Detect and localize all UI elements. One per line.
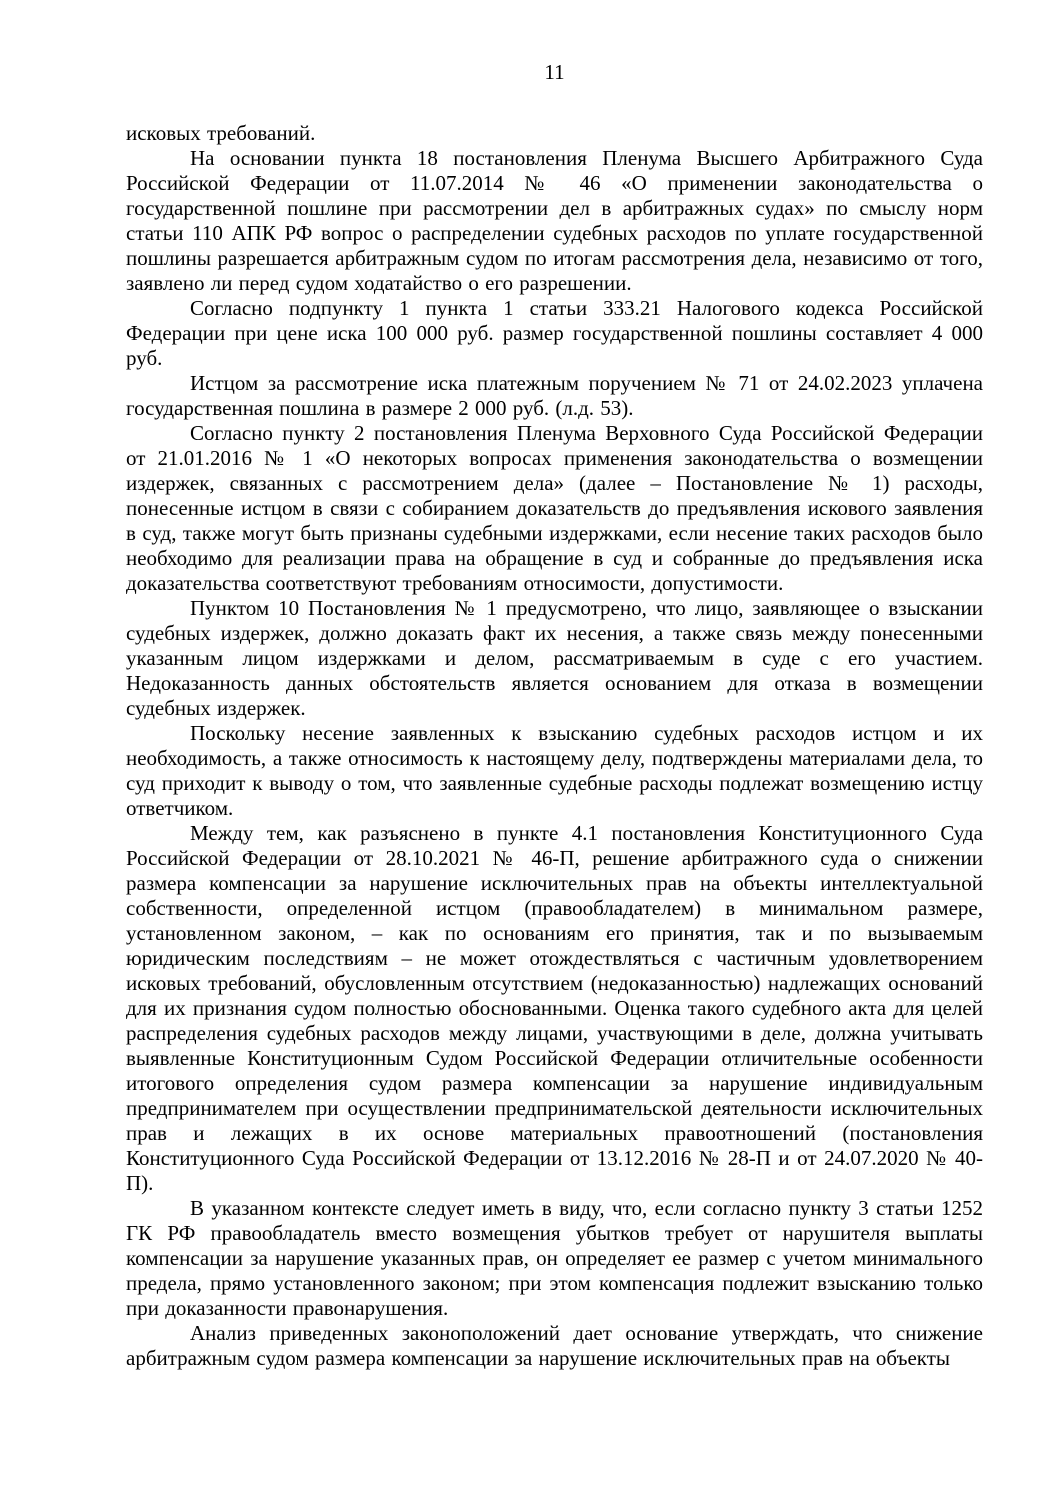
paragraph: Между тем, как разъяснено в пункте 4.1 постановления Конституционного Суда Российской Федерации от 28.10.2021 № 46-П, решение арбитражного суда о снижении размера компенсации за нарушение исключительных прав на объекты интеллектуальной собственности, определенной истцом (правообладателем) в минимальном размере, установленном законом, – как по основаниям его принятия, так и по вызываемым юридическим последствиям – не может отождествляться с частичным удовлетворением исковых требований, обусловленным отсутствием (недоказанностью) надлежащих оснований для их признания судом полностью обоснованными. Оценка такого судебного акта для целей распределения судебных расходов между лицами, участвующими в деле, должна учитывать выявленные Конституционным Судом Российской Федерации отличительные особенности итогового определения судом размера компенсации за нарушение индивидуальным предпринимателем при осуществлении предпринимательской деятельности исключительных прав и лежащих в их основе материальных правоотношений (постановления Конституционного Суда Российской Федерации от 13.12.2016 № 28-П и от 24.07.2020 № 40-П). — [126, 821, 983, 1195]
document-body — [126, 121, 983, 1371]
paragraph: Согласно пункту 2 постановления Пленума Верховного Суда Российской Федерации от 21.01.2016 № 1 «О некоторых вопросах применения законодательства о возмещении издержек, связанных с рассмотрением дела» (далее – Постановление № 1) расходы, понесенные истцом в связи с собиранием доказательств до предъявления искового заявления в суд, также могут быть признаны судебными издержками, если несение таких расходов было необходимо для реализации права на обращение в суд и собранные до предъявления иска доказательства соответствуют требованиям относимости, допустимости. — [126, 421, 983, 595]
paragraph: Истцом за рассмотрение иска платежным поручением № 71 от 24.02.2023 уплачена государственная пошлина в размере 2 000 руб. (л.д. 53). — [126, 371, 983, 420]
paragraph: На основании пункта 18 постановления Пленума Высшего Арбитражного Суда Российской Федерации от 11.07.2014 № 46 «О применении законодательства о государственной пошлине при рассмотрении дел в арбитражных судах» по смыслу норм статьи 110 АПК РФ вопрос о распределении судебных расходов по уплате государственной пошлины разрешается арбитражным судом по итогам рассмотрения дела, независимо от того, заявлено ли перед судом ходатайство о его разрешении. — [126, 146, 983, 295]
paragraph: В указанном контексте следует иметь в виду, что, если согласно пункту 3 статьи 1252 ГК РФ правообладатель вместо возмещения убытков требует от нарушителя выплаты компенсации за нарушение указанных прав, он определяет ее размер с учетом минимального предела, прямо установленного законом; при этом компенсация подлежит взысканию только при доказанности правонарушения. — [126, 1196, 983, 1320]
paragraph-continuation: исковых требований. — [126, 121, 316, 145]
paragraph: Поскольку несение заявленных к взысканию судебных расходов истцом и их необходимость, а также относимость к настоящему делу, подтверждены материалами дела, то суд приходит к выводу о том, что заявленные судебные расходы подлежат возмещению истцу ответчиком. — [126, 721, 983, 820]
paragraph: Пунктом 10 Постановления № 1 предусмотрено, что лицо, заявляющее о взыскании судебных издержек, должно доказать факт их несения, а также связь между понесенными указанным лицом издержками и делом, рассматриваемым в суде с его участием. Недоказанность данных обстоятельств является основанием для отказа в возмещении судебных издержек. — [126, 596, 983, 720]
page-number: 11 — [544, 60, 565, 84]
paragraph: Анализ приведенных законоположений дает основание утверждать, что снижение арбитражным судом размера компенсации за нарушение исключительных прав на объекты — [126, 1321, 983, 1370]
paragraph: Согласно подпункту 1 пункта 1 статьи 333.21 Налогового кодекса Российской Федерации при цене иска 100 000 руб. размер государственной пошлины составляет 4 000 руб. — [126, 296, 983, 370]
